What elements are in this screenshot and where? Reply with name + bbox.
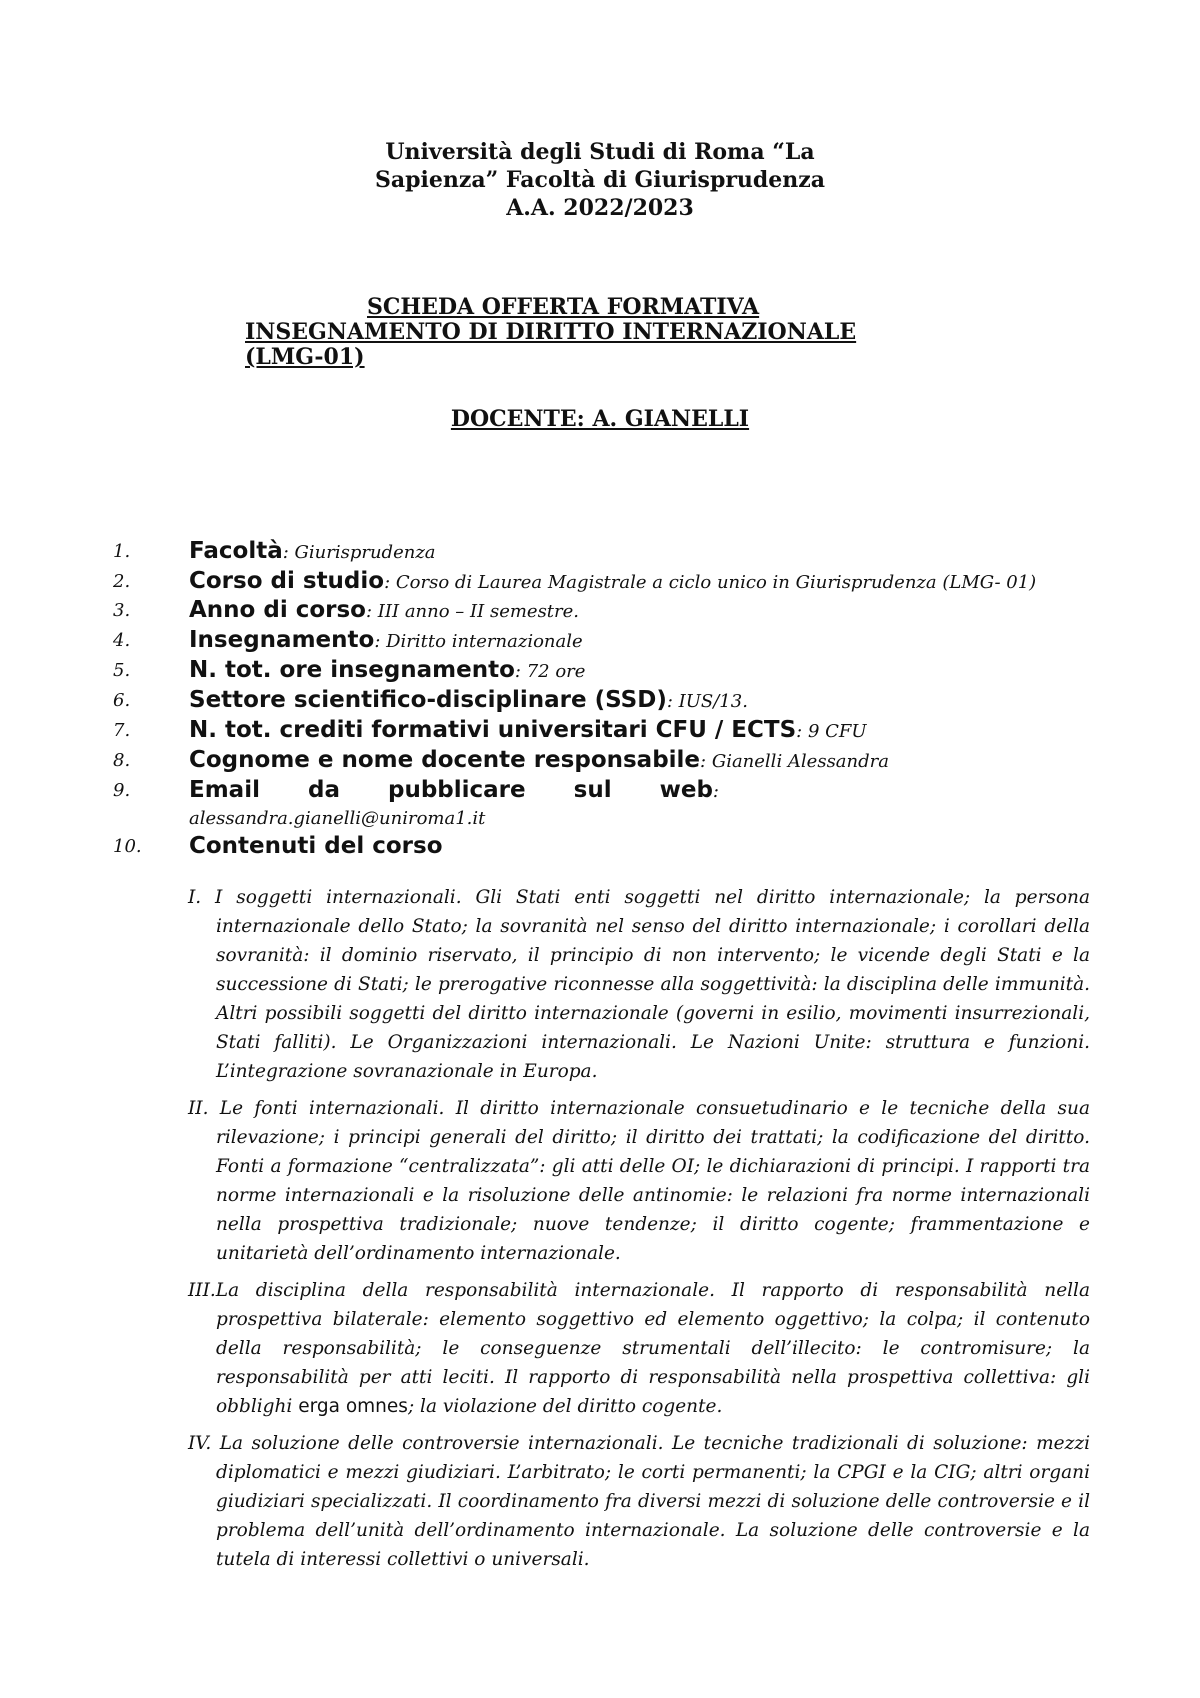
item-number: 5. xyxy=(113,660,131,681)
list-item xyxy=(113,656,1085,686)
scheda-line-1: SCHEDA OFFERTA FORMATIVA xyxy=(367,294,760,320)
list-item xyxy=(113,832,1085,860)
item-label: Facoltà xyxy=(189,538,283,564)
item-number: 2. xyxy=(113,571,131,592)
item-number: 10. xyxy=(113,836,142,857)
item-label: Settore scientifico-disciplinare (SSD) xyxy=(189,687,667,713)
list-item xyxy=(113,776,1085,832)
item-value: : Gianelli Alessandra xyxy=(700,751,889,772)
item-label-word: da xyxy=(307,777,340,803)
item-number: 7. xyxy=(113,720,131,741)
contents-section-4: IV. La soluzione delle controversie internazionali. Le tecniche tradizionali di soluzione: mezzi diplomatici e mezzi giudiziari. L’arbitrato; le corti permanenti; la CPGI e la CIG; altri organi giudiziari specializzati. Il coordinamento fra diversi mezzi di soluzione delle controversie e il problema dell’unità dell’ordinamento internazionale. La soluzione delle controversie e la tutela di interessi collettivi o universali. xyxy=(188,1433,1090,1570)
list-item xyxy=(113,686,1085,716)
item-label: Corso di studio xyxy=(189,568,385,594)
item-number: 1. xyxy=(113,541,131,562)
item-label: Cognome e nome docente responsabile xyxy=(189,747,701,773)
list-item xyxy=(113,567,1085,596)
item-value: : Corso di Laurea Magistrale a ciclo unico in Giurisprudenza (LMG- 01) xyxy=(384,572,1037,593)
info-list xyxy=(113,537,1085,860)
header-line-3: A.A. 2022/2023 xyxy=(506,195,694,221)
item-label: N. tot. ore insegnamento xyxy=(189,657,515,683)
contents-section-1: I. I soggetti internazionali. Gli Stati enti soggetti nel diritto internazionale; la persona internazionale dello Stato; la sovranità nel senso del diritto internazionale; i corollari della sovranità: il dominio riservato, il principio di non intervento; le vicende degli Stati e la successione di Stati; le prerogative riconnesse alla soggettività: la disciplina delle immunità. Altri possibili soggetti del diritto internazionale (governi in esilio, movimenti insurrezionali, Stati falliti). Le Organizzazioni internazionali. Le Nazioni Unite: struttura e funzioni. L’integrazione sovranazionale in Europa. xyxy=(188,887,1090,1082)
scheda-title xyxy=(245,295,1045,370)
item-value: : 72 ore xyxy=(514,661,586,682)
item-colon: : xyxy=(712,781,719,802)
email-value: alessandra.gianelli@uniroma1.it xyxy=(189,808,486,829)
scheda-line-2: INSEGNAMENTO DI DIRITTO INTERNAZIONALE xyxy=(245,319,857,345)
university-header xyxy=(0,138,1200,222)
list-item xyxy=(113,716,1085,746)
docente-title: DOCENTE: A. GIANELLI xyxy=(450,406,750,432)
item-value: : Diritto internazionale xyxy=(374,631,583,652)
item-label: Anno di corso xyxy=(189,597,366,623)
header-line-2: Sapienza” Facoltà di Giurisprudenza xyxy=(374,167,826,193)
email-label-line xyxy=(189,776,719,806)
course-contents xyxy=(188,883,1090,1582)
item-label-word: Email xyxy=(189,777,260,803)
item-value: : 9 CFU xyxy=(796,721,867,742)
item-value: : III anno – II semestre. xyxy=(365,601,580,622)
contents-section-2: II. Le fonti internazionali. Il diritto internazionale consuetudinario e le tecniche della sua rilevazione; i principi generali del diritto; il diritto dei trattati; la codificazione del diritto. Fonti a formazione “centralizzata”: gli atti delle OI; le dichiarazioni di principi. I rapporti tra norme internazionali e la risoluzione delle antinomie: le relazioni fra norme internazionali nella prospettiva tradizionale; nuove tendenze; il diritto cogente; frammentazione e unitarietà dell’ordinamento internazionale. xyxy=(188,1098,1090,1264)
header-line-1: Università degli Studi di Roma “La xyxy=(385,139,815,165)
section-3-text-c: ; la violazione del diritto cogente. xyxy=(407,1396,723,1417)
item-number: 9. xyxy=(113,780,131,801)
item-value: : Giurisprudenza xyxy=(282,542,436,563)
item-number: 3. xyxy=(113,600,131,621)
item-label-word: web xyxy=(659,777,713,803)
item-label: Insegnamento xyxy=(189,627,375,653)
item-value: : IUS/13. xyxy=(666,691,748,712)
list-item xyxy=(113,626,1085,656)
item-label: Contenuti del corso xyxy=(189,833,443,859)
item-label: N. tot. crediti formativi universitari CFU / ECTS xyxy=(189,717,797,743)
contents-section-3 xyxy=(188,1276,1090,1421)
item-label-word: pubblicare xyxy=(387,777,526,803)
list-item xyxy=(113,537,1085,567)
list-item xyxy=(113,746,1085,776)
item-label-word: sul xyxy=(573,777,612,803)
item-number: 8. xyxy=(113,750,131,771)
item-number: 6. xyxy=(113,690,131,711)
section-3-erga-omnes: erga omnes xyxy=(298,1396,408,1417)
item-number: 4. xyxy=(113,630,131,651)
list-item xyxy=(113,596,1085,626)
scheda-line-3: (LMG-01) xyxy=(245,344,365,370)
section-3-text-a: III.La disciplina della responsabilità internazionale. Il rapporto di responsabilità nella prospettiva bilaterale: elemento soggettivo ed elemento oggettivo; la colpa; il contenuto della responsabilità; le conseguenze strumentali dell’illecito: le contromisure; la responsabilità per atti leciti. Il rapporto di responsabilità nella prospettiva collettiva: gli obblighi xyxy=(188,1280,1090,1417)
